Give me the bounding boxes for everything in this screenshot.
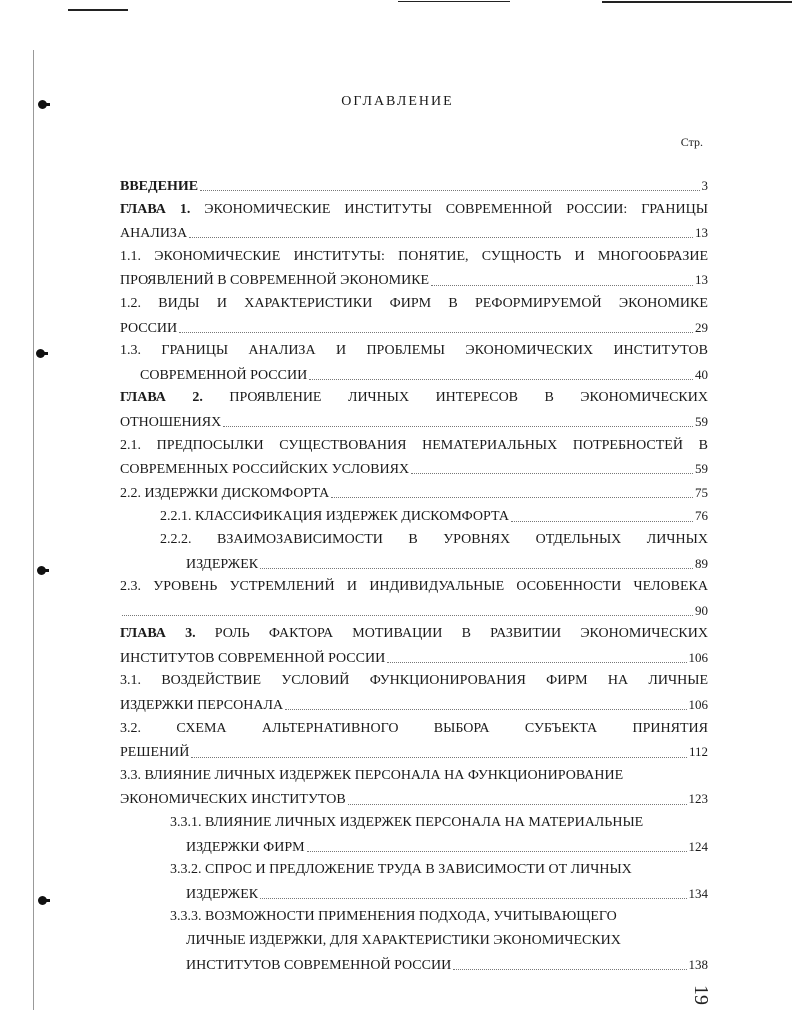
toc-text: ИНСТИТУТОВ СОВРЕМЕННОЙ РОССИИ: [120, 650, 386, 666]
toc-word: УСЛОВИЙ: [281, 673, 350, 689]
toc-line: [120, 740, 708, 764]
leader-dots: [387, 662, 686, 663]
toc-word: ЭКОНОМИКЕ: [618, 295, 708, 311]
toc-word: 3.: [185, 626, 196, 642]
toc-line: [120, 504, 708, 528]
toc-word: РАЗВИТИИ: [490, 626, 562, 642]
toc-text: ИЗДЕРЖЕК: [186, 886, 259, 902]
toc-line: [120, 811, 708, 835]
scan-edge-line-right: [602, 1, 792, 3]
toc-word: ГРАНИЦЫ: [161, 343, 229, 359]
leader-dots: [189, 237, 693, 238]
toc-word: 2.: [192, 390, 203, 406]
toc-word: В: [698, 437, 708, 453]
toc-word: 2.2.2.: [160, 531, 192, 547]
toc-word: 1.1.: [120, 248, 141, 264]
toc-word: 1.2.: [120, 295, 141, 311]
toc-line: [120, 575, 708, 599]
toc-text: 3.3.1. ВЛИЯНИЕ ЛИЧНЫХ ИЗДЕРЖЕК ПЕРСОНАЛА НА МАТЕРИАЛЬНЫЕ: [170, 815, 644, 831]
toc-line: [120, 905, 708, 929]
toc-text: ПРОЯВЛЕНИЙ В СОВРЕМЕННОЙ ЭКОНОМИКЕ: [120, 273, 430, 289]
toc-word: 1.3.: [120, 343, 141, 359]
leader-dots: [348, 804, 687, 805]
toc-word: ГРАНИЦЫ: [641, 201, 708, 217]
margin-rule: [33, 50, 34, 1010]
toc-word: СОВРЕМЕННОЙ: [445, 201, 553, 217]
toc-word: И: [346, 579, 358, 595]
toc-word: В: [408, 531, 418, 547]
toc-text: РОССИИ: [120, 320, 178, 336]
toc-word: В: [544, 390, 554, 406]
toc-word: АНАЛИЗА: [248, 343, 316, 359]
toc-word: 1.: [179, 201, 191, 217]
toc-word: ЭКОНОМИЧЕСКИЕ: [204, 201, 331, 217]
leader-dots: [191, 757, 687, 758]
toc-word: И: [335, 343, 347, 359]
punch-hole-3: [37, 566, 46, 575]
leader-dots: [179, 332, 693, 333]
toc-word: ФИРМ: [389, 295, 432, 311]
toc-word: ВОЗДЕЙСТВИЕ: [161, 673, 262, 689]
toc-page: 90: [695, 602, 708, 618]
toc-line: [120, 434, 708, 458]
toc-line: [120, 481, 708, 505]
toc-word: В: [448, 295, 458, 311]
toc-text: АНАЛИЗА: [120, 226, 188, 242]
toc-word: ЭКОНОМИЧЕСКИХ: [465, 343, 594, 359]
toc-word: ФАКТОРА: [268, 626, 334, 642]
toc-line: [120, 882, 708, 906]
toc-line: [120, 410, 708, 434]
toc-word: ПРЕДПОСЫЛКИ: [156, 437, 264, 453]
toc-word: ЭКОНОМИЧЕСКИХ: [580, 390, 708, 406]
toc-word: МОТИВАЦИИ: [352, 626, 443, 642]
toc-word: УСТРЕМЛЕНИЙ: [229, 579, 335, 595]
toc-word: ИНДИВИДУАЛЬНЫЕ: [369, 579, 505, 595]
toc-word: ИНСТИТУТОВ: [613, 343, 708, 359]
toc-word: 2.1.: [120, 437, 141, 453]
toc-word: ОСОБЕННОСТИ: [516, 579, 622, 595]
toc-line: [120, 221, 708, 245]
leader-dots: [453, 969, 686, 970]
toc-page: 89: [695, 555, 708, 571]
toc-text: СОВРЕМЕННОЙ РОССИИ: [140, 367, 308, 383]
toc-word: РОЛЬ: [214, 626, 250, 642]
toc-page: 59: [695, 461, 708, 477]
toc-text: СОВРЕМЕННЫХ РОССИЙСКИХ УСЛОВИЯХ: [120, 462, 410, 478]
toc-line: [120, 787, 708, 811]
toc-word: ГЛАВА: [120, 390, 166, 406]
leader-dots: [260, 898, 686, 899]
punch-hole-4: [38, 896, 47, 905]
toc-word: ПРИНЯТИЯ: [632, 720, 708, 736]
leader-dots: [307, 851, 687, 852]
toc-line: [120, 953, 708, 977]
toc-word: ЛИЧНЫЕ: [648, 673, 708, 689]
toc-line: [120, 835, 708, 859]
toc-page: 134: [688, 885, 708, 901]
toc-page: 124: [688, 838, 708, 854]
toc-word: ПОНЯТИЕ,: [398, 248, 469, 264]
page-title: ОГЛАВЛЕНИЕ: [341, 94, 454, 109]
toc-line: [120, 339, 708, 363]
toc-word: ОТДЕЛЬНЫХ: [535, 531, 622, 547]
toc-word: ФИРМ: [546, 673, 588, 689]
toc-page: 59: [695, 413, 708, 429]
toc-word: ЛИЧНЫХ: [347, 390, 410, 406]
toc-word: СХЕМА: [176, 720, 227, 736]
toc-text: ВВЕДЕНИЕ: [120, 179, 199, 194]
toc-page: 3: [701, 178, 708, 193]
toc-line: [120, 622, 708, 646]
toc-word: ПРОБЛЕМЫ: [366, 343, 446, 359]
table-of-contents: [120, 174, 708, 976]
toc-line: [120, 174, 708, 198]
leader-dots: [431, 285, 693, 286]
handwritten-page-note: 19: [690, 985, 712, 1005]
toc-line: [120, 552, 708, 576]
leader-dots: [309, 379, 693, 380]
leader-dots: [260, 568, 693, 569]
toc-word: РЕФОРМИРУЕМОЙ: [475, 295, 602, 311]
toc-word: ЭКОНОМИЧЕСКИЕ: [154, 248, 281, 264]
toc-page: 106: [688, 697, 708, 713]
toc-word: ЛИЧНЫХ: [646, 531, 708, 547]
toc-word: ПРОЯВЛЕНИЕ: [229, 390, 322, 406]
toc-word: ВЫБОРА: [433, 720, 490, 736]
leader-dots: [511, 521, 693, 522]
toc-word: СУБЪЕКТА: [524, 720, 598, 736]
toc-word: НЕМАТЕРИАЛЬНЫХ: [422, 437, 558, 453]
toc-line: [120, 764, 708, 788]
scan-edge-line-left: [68, 9, 128, 11]
toc-text: РЕШЕНИЙ: [120, 745, 190, 761]
toc-word: ХАРАКТЕРИСТИКИ: [244, 295, 373, 311]
toc-word: ГЛАВА: [120, 626, 166, 642]
toc-line: [120, 245, 708, 269]
punch-hole-2: [36, 349, 45, 358]
toc-word: ВЗАИМОЗАВИСИМОСТИ: [217, 531, 383, 547]
toc-text: 2.2. ИЗДЕРЖКИ ДИСКОМФОРТА: [120, 485, 330, 501]
toc-word: ФУНКЦИОНИРОВАНИЯ: [369, 673, 526, 689]
toc-page: 123: [688, 791, 708, 807]
toc-line: [120, 198, 708, 222]
toc-line: [120, 646, 708, 670]
toc-word: СУЩНОСТЬ: [481, 248, 562, 264]
toc-line: [120, 599, 708, 623]
leader-dots: [331, 497, 693, 498]
leader-dots: [285, 709, 686, 710]
toc-text: 3.3.3. ВОЗМОЖНОСТИ ПРИМЕНЕНИЯ ПОДХОДА, УЧИТЫВАЮЩЕГО: [170, 909, 617, 925]
toc-text: ЭКОНОМИЧЕСКИХ ИНСТИТУТОВ: [120, 792, 346, 808]
toc-word: УРОВНЯХ: [443, 531, 511, 547]
toc-page: 106: [688, 649, 708, 665]
toc-word: ЧЕЛОВЕКА: [633, 579, 708, 595]
toc-word: УРОВЕНЬ: [153, 579, 218, 595]
toc-word: МНОГООБРАЗИЕ: [597, 248, 708, 264]
toc-line: [120, 457, 708, 481]
toc-word: ИНТЕРЕСОВ: [435, 390, 519, 406]
toc-line: [120, 929, 708, 953]
toc-word: РОССИИ:: [566, 201, 628, 217]
toc-line: [120, 386, 708, 410]
toc-line: [120, 693, 708, 717]
toc-word: ИНСТИТУТЫ: [344, 201, 432, 217]
toc-line: [120, 528, 708, 552]
page-column-label: Стр.: [680, 135, 703, 149]
toc-word: 2.3.: [120, 579, 141, 595]
toc-word: В: [461, 626, 471, 642]
toc-page: 29: [695, 319, 708, 335]
toc-page: 75: [695, 484, 708, 500]
toc-word: И: [216, 295, 227, 311]
scan-edge-line-mid: [398, 1, 510, 2]
toc-text: ИЗДЕРЖКИ ФИРМ: [186, 839, 305, 855]
toc-text: ИЗДЕРЖЕК: [186, 556, 259, 572]
toc-text: 3.3.2. СПРОС И ПРЕДЛОЖЕНИЕ ТРУДА В ЗАВИСИМОСТИ ОТ ЛИЧНЫХ: [170, 862, 632, 878]
toc-text: 2.2.1. КЛАССИФИКАЦИЯ ИЗДЕРЖЕК ДИСКОМФОРТА: [160, 509, 509, 525]
toc-word: ГЛАВА: [120, 201, 166, 217]
toc-page: 138: [688, 956, 708, 972]
toc-text: ИЗДЕРЖКИ ПЕРСОНАЛА: [120, 698, 284, 714]
toc-word: ВИДЫ: [158, 295, 200, 311]
toc-word: ЭКОНОМИЧЕСКИХ: [580, 626, 708, 642]
toc-line: [120, 316, 708, 340]
leader-dots: [411, 473, 693, 474]
toc-word: СУЩЕСТВОВАНИЯ: [279, 437, 407, 453]
toc-word: 3.1.: [120, 673, 141, 689]
toc-line: [120, 858, 708, 882]
toc-page: 13: [695, 272, 708, 288]
leader-dots: [122, 615, 693, 616]
toc-word: И: [574, 248, 585, 264]
toc-word: ПОТРЕБНОСТЕЙ: [572, 437, 683, 453]
leader-dots: [223, 426, 693, 427]
toc-text: 3.3. ВЛИЯНИЕ ЛИЧНЫХ ИЗДЕРЖЕК ПЕРСОНАЛА НА ФУНКЦИОНИРОВАНИЕ: [120, 767, 624, 783]
toc-line: [120, 363, 708, 387]
toc-line: [120, 268, 708, 292]
toc-line: [120, 717, 708, 741]
toc-line: [120, 292, 708, 316]
toc-word: АЛЬТЕРНАТИВНОГО: [261, 720, 399, 736]
toc-text: ИНСТИТУТОВ СОВРЕМЕННОЙ РОССИИ: [186, 957, 452, 973]
toc-text: ЛИЧНЫЕ ИЗДЕРЖКИ, ДЛЯ ХАРАКТЕРИСТИКИ ЭКОНОМИЧЕСКИХ: [186, 933, 621, 948]
toc-word: 3.2.: [120, 720, 141, 736]
toc-line: [120, 669, 708, 693]
toc-word: НА: [607, 673, 629, 689]
leader-dots: [200, 190, 699, 191]
toc-text: ОТНОШЕНИЯХ: [120, 414, 222, 430]
toc-word: ИНСТИТУТЫ:: [293, 248, 385, 264]
toc-page: 13: [695, 225, 708, 241]
toc-page: 40: [695, 366, 708, 382]
toc-page: 112: [688, 744, 708, 760]
toc-page: 76: [695, 508, 708, 524]
